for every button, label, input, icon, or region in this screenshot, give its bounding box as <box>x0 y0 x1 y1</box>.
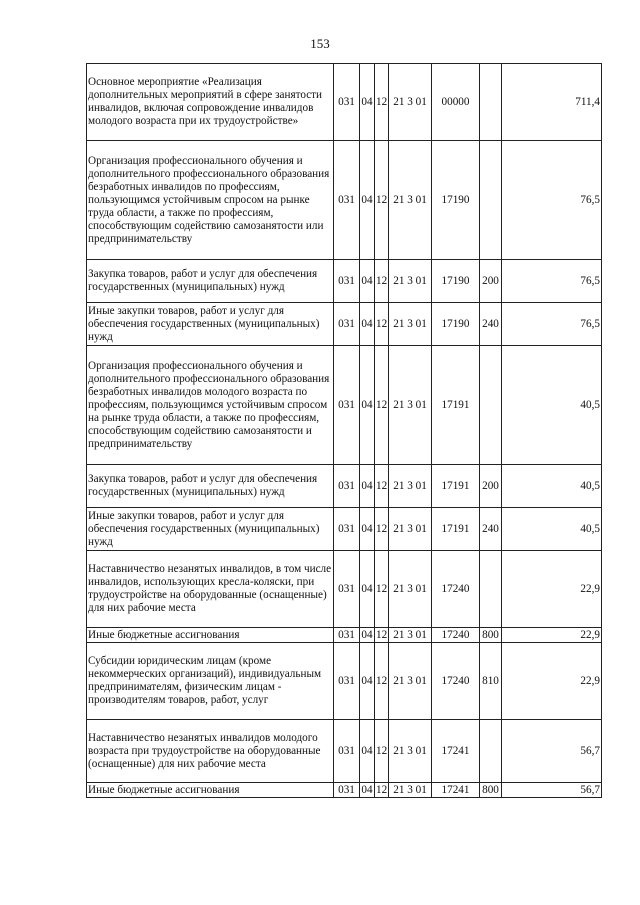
row-section-code: 04 <box>360 303 375 346</box>
table-row <box>87 551 602 628</box>
row-program-code: 21 3 01 <box>389 346 432 465</box>
row-expense-type-code: 810 <box>480 643 502 720</box>
table-row <box>87 303 602 346</box>
row-program-code: 21 3 01 <box>389 64 432 141</box>
row-name: Организация профессионального обучения и дополнительного профессионального образования безработных инвалидов молодого возраста по профессиям, пользующимся устойчивым спросом на рынке труда области, а также по профессиям, способствующим содействию самозанятости и предпринимательству <box>87 346 334 465</box>
row-grbs-code: 031 <box>334 783 360 798</box>
row-expense-type-code <box>480 551 502 628</box>
row-program-code: 21 3 01 <box>389 643 432 720</box>
row-expense-type-code <box>480 64 502 141</box>
row-name: Закупка товаров, работ и услуг для обеспечения государственных (муниципальных) нужд <box>87 260 334 303</box>
row-direction-code: 17190 <box>432 141 480 260</box>
row-expense-type-code: 240 <box>480 303 502 346</box>
row-subsection-code: 12 <box>375 346 389 465</box>
table-row <box>87 346 602 465</box>
row-name: Закупка товаров, работ и услуг для обеспечения государственных (муниципальных) нужд <box>87 465 334 508</box>
row-section-code: 04 <box>360 643 375 720</box>
row-grbs-code: 031 <box>334 465 360 508</box>
row-expense-type-code <box>480 720 502 783</box>
row-amount: 22,9 <box>502 643 602 720</box>
table-row <box>87 643 602 720</box>
row-expense-type-code <box>480 141 502 260</box>
row-direction-code: 17190 <box>432 260 480 303</box>
row-name: Наставничество незанятых инвалидов, в том числе инвалидов, использующих кресла-коляски, при трудоустройстве на оборудованные (оснащенные) для них рабочие места <box>87 551 334 628</box>
row-direction-code: 17241 <box>432 783 480 798</box>
row-program-code: 21 3 01 <box>389 303 432 346</box>
row-amount: 76,5 <box>502 141 602 260</box>
row-program-code: 21 3 01 <box>389 720 432 783</box>
table-row <box>87 141 602 260</box>
row-expense-type-code <box>480 346 502 465</box>
row-subsection-code: 12 <box>375 720 389 783</box>
table-row <box>87 64 602 141</box>
row-subsection-code: 12 <box>375 508 389 551</box>
row-amount: 22,9 <box>502 628 602 643</box>
row-name: Иные бюджетные ассигнования <box>87 628 334 643</box>
table-row <box>87 783 602 798</box>
row-expense-type-code: 800 <box>480 783 502 798</box>
row-section-code: 04 <box>360 260 375 303</box>
row-amount: 76,5 <box>502 260 602 303</box>
row-program-code: 21 3 01 <box>389 465 432 508</box>
row-amount: 22,9 <box>502 551 602 628</box>
row-grbs-code: 031 <box>334 141 360 260</box>
table-row <box>87 260 602 303</box>
row-expense-type-code: 800 <box>480 628 502 643</box>
table-row <box>87 720 602 783</box>
row-amount: 40,5 <box>502 508 602 551</box>
row-name: Иные закупки товаров, работ и услуг для обеспечения государственных (муниципальных) нужд <box>87 508 334 551</box>
row-section-code: 04 <box>360 551 375 628</box>
row-section-code: 04 <box>360 64 375 141</box>
row-program-code: 21 3 01 <box>389 628 432 643</box>
row-direction-code: 17191 <box>432 508 480 551</box>
row-grbs-code: 031 <box>334 720 360 783</box>
row-expense-type-code: 200 <box>480 260 502 303</box>
row-subsection-code: 12 <box>375 465 389 508</box>
row-amount: 711,4 <box>502 64 602 141</box>
row-section-code: 04 <box>361 783 373 796</box>
row-name: Субсидии юридическим лицам (кроме некоммерческих организаций), индивидуальным предпринимателям, физическим лицам - производителям товаров, работ, услуг <box>87 643 334 720</box>
row-section-code: 04 <box>360 508 375 551</box>
row-direction-code: 17240 <box>432 643 480 720</box>
row-grbs-code: 031 <box>334 551 360 628</box>
page-number: 153 <box>310 36 330 51</box>
row-expense-type-code: 240 <box>480 508 502 551</box>
row-name: Иные бюджетные ассигнования <box>87 783 334 798</box>
table-row <box>87 465 602 508</box>
row-amount: 56,7 <box>502 720 602 783</box>
row-program-code: 21 3 01 <box>389 551 432 628</box>
row-section-code: 04 <box>361 628 373 641</box>
row-name: Иные закупки товаров, работ и услуг для обеспечения государственных (муниципальных) нужд <box>87 303 334 346</box>
row-grbs-code: 031 <box>334 64 360 141</box>
row-subsection-code: 12 <box>375 303 389 346</box>
row-grbs-code: 031 <box>334 260 360 303</box>
row-subsection-code: 12 <box>375 141 389 260</box>
table-row <box>87 508 602 551</box>
row-expense-type-code: 200 <box>480 465 502 508</box>
row-section-code: 04 <box>360 141 375 260</box>
row-direction-code: 17240 <box>432 551 480 628</box>
row-subsection-code: 12 <box>376 783 388 796</box>
row-direction-code: 00000 <box>432 64 480 141</box>
row-amount: 40,5 <box>502 346 602 465</box>
table-row <box>87 628 602 643</box>
row-grbs-code: 031 <box>334 508 360 551</box>
row-name: Основное мероприятие «Реализация дополнительных мероприятий в сфере занятости инвалидов, включая сопровождение инвалидов молодого возраста при их трудоустройстве» <box>87 64 334 141</box>
row-amount: 56,7 <box>502 783 602 798</box>
row-program-code: 21 3 01 <box>389 783 432 798</box>
row-subsection-code: 12 <box>375 551 389 628</box>
row-program-code: 21 3 01 <box>389 508 432 551</box>
row-direction-code: 17191 <box>432 465 480 508</box>
row-grbs-code: 031 <box>334 628 360 643</box>
row-grbs-code: 031 <box>334 643 360 720</box>
row-grbs-code: 031 <box>334 346 360 465</box>
row-amount: 76,5 <box>502 303 602 346</box>
row-section-code: 04 <box>360 465 375 508</box>
row-subsection-code: 12 <box>375 643 389 720</box>
row-direction-code: 17241 <box>432 720 480 783</box>
budget-table <box>86 63 602 798</box>
row-direction-code: 17191 <box>432 346 480 465</box>
row-name: Наставничество незанятых инвалидов молодого возраста при трудоустройстве на оборудованные (оснащенные) для них рабочие места <box>87 720 334 783</box>
row-direction-code: 17240 <box>432 628 480 643</box>
row-program-code: 21 3 01 <box>389 141 432 260</box>
row-name: Организация профессионального обучения и дополнительного профессионального образования безработных инвалидов по профессиям, пользующимся устойчивым спросом на рынке труда области, а также по профессиям, способствующим содействию самозанятости или предпринимательству <box>87 141 334 260</box>
row-direction-code: 17190 <box>432 303 480 346</box>
row-program-code: 21 3 01 <box>389 260 432 303</box>
row-section-code: 04 <box>360 720 375 783</box>
row-grbs-code: 031 <box>334 303 360 346</box>
row-subsection-code: 12 <box>376 628 388 641</box>
row-subsection-code: 12 <box>375 260 389 303</box>
row-section-code: 04 <box>360 346 375 465</box>
row-subsection-code: 12 <box>375 64 389 141</box>
row-amount: 40,5 <box>502 465 602 508</box>
